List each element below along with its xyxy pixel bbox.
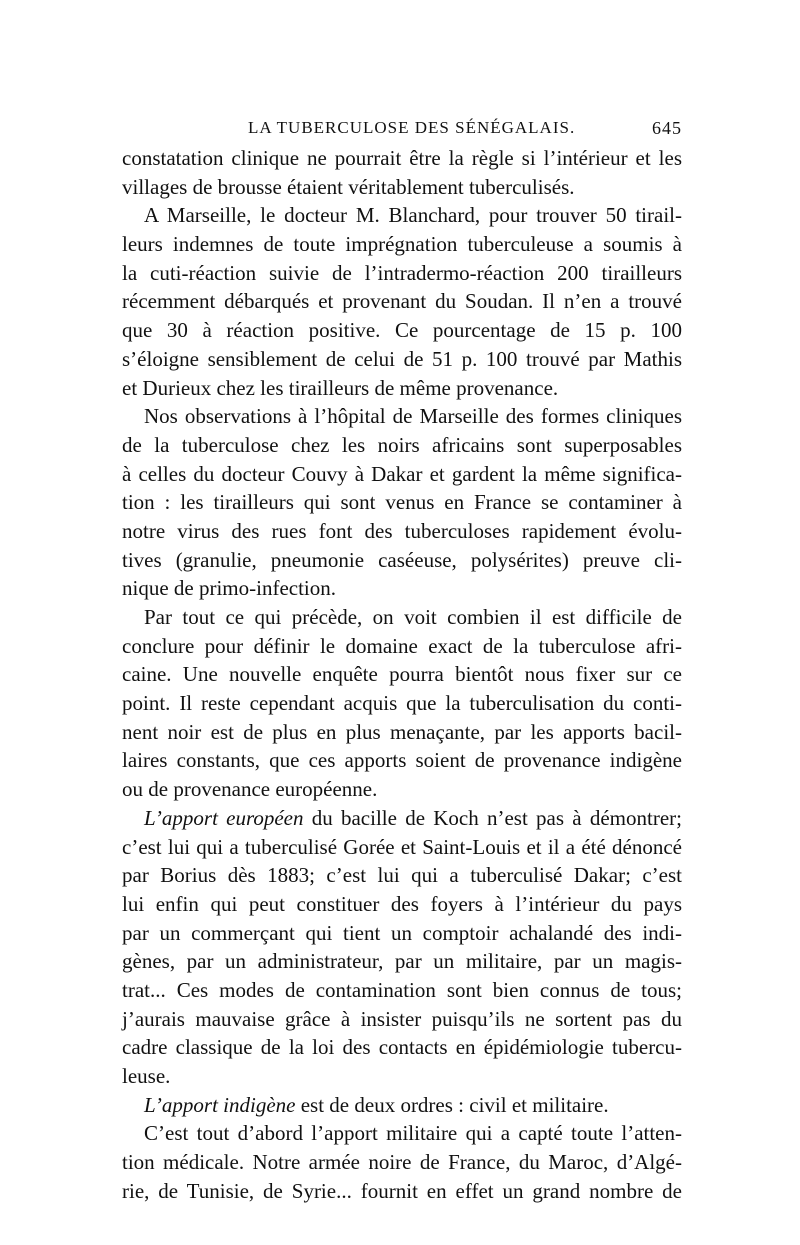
text-line: tion médicale. Notre armée noire de France, du Maroc, d’Algé-: [122, 1150, 682, 1175]
text-line: s’éloigne sensiblement de celui de 51 p. 100 trouvé par Mathis: [122, 346, 682, 371]
text-line: C’est tout d’abord l’apport militaire qui a capté toute l’atten-: [144, 1121, 682, 1146]
text-line: Par tout ce qui précède, on voit combien il est difficile de: [144, 605, 682, 629]
line-continuation: est de deux ordres : civil et militaire.: [295, 1092, 609, 1117]
text-line: [122, 1091, 682, 1120]
running-header: [122, 118, 682, 144]
text-line: caine. Une nouvelle enquête pourra bientôt nous fixer sur ce: [122, 662, 682, 687]
text-line: A Marseille, le docteur M. Blanchard, pour trouver 50 tirail-: [144, 203, 682, 228]
text-line: trat... Ces modes de contamination sont bien connus de tous;: [122, 977, 682, 1002]
text-line: de la tuberculose chez les noirs africains sont superposables: [122, 432, 682, 457]
line-continuation: du bacille de Koch n’est pas à démontrer;: [303, 805, 682, 830]
text-line: c’est lui qui a tuberculisé Gorée et Saint-Louis et il a été dénoncé: [122, 834, 682, 859]
text-line: tives (granulie, pneumonie caséeuse, polysérites) preuve cli-: [122, 547, 682, 572]
text-line: et Durieux chez les tirailleurs de même provenance.: [122, 375, 559, 400]
text-line: j’aurais mauvaise grâce à insister puisqu’ils ne sortent pas du: [122, 1006, 682, 1031]
text-line: leuse.: [122, 1064, 171, 1088]
italic-phrase: L’apport européen: [144, 805, 304, 830]
text-line: par Borius dès 1883; c’est lui qui a tuberculisé Dakar; c’est: [122, 863, 682, 888]
text-line: nique de primo-infection.: [122, 576, 337, 601]
text-line: leurs indemnes de toute imprégnation tuberculeuse a soumis à: [122, 232, 682, 257]
text-line: villages de brousse étaient véritablement tuberculisés.: [122, 174, 575, 199]
text-line: lui enfin qui peut constituer des foyers à l’intérieur du pays: [122, 891, 682, 916]
book-page: [122, 118, 682, 1205]
text-line: cadre classique de la loi des contacts en épidémiologie tubercu-: [122, 1035, 682, 1060]
text-line: nent noir est de plus en plus menaçante, par les apports bacil-: [122, 719, 682, 744]
text-line: à celles du docteur Couvy à Dakar et gardent la même significa-: [122, 461, 682, 486]
text-line: ou de provenance européenne.: [122, 777, 378, 802]
page-number: 645: [652, 118, 682, 138]
body-text: [122, 144, 682, 1205]
text-line: constatation clinique ne pourrait être la règle si l’intérieur et les: [122, 146, 682, 170]
running-title: LA TUBERCULOSE DES SÉNÉGALAIS.: [248, 118, 576, 137]
text-line: récemment débarqués et provenant du Soudan. Il n’en a trouvé: [122, 289, 682, 314]
text-line: laires constants, que ces apports soient de provenance indigène: [122, 748, 682, 773]
text-line: que 30 à réaction positive. Ce pourcentage de 15 p. 100: [122, 318, 682, 343]
text-line: point. Il reste cependant acquis que la tuberculisation du conti-: [122, 691, 682, 716]
text-line: par un commerçant qui tient un comptoir achalandé des indi-: [122, 920, 682, 945]
text-line: rie, de Tunisie, de Syrie... fournit en effet un grand nombre de: [122, 1178, 682, 1203]
italic-phrase: L’apport indigène: [144, 1092, 296, 1117]
text-line: notre virus des rues font des tuberculoses rapidement évolu-: [122, 518, 682, 543]
text-line: tion : les tirailleurs qui sont venus en France se contaminer à: [122, 490, 682, 515]
text-line: conclure pour définir le domaine exact de la tuberculose afri-: [122, 633, 682, 658]
text-line: [122, 804, 682, 833]
text-line: Nos observations à l’hôpital de Marseille des formes cliniques: [144, 404, 682, 429]
text-line: la cuti-réaction suivie de l’intradermo-réaction 200 tirailleurs: [122, 260, 682, 285]
text-line: gènes, par un administrateur, par un militaire, par un magis-: [122, 949, 682, 974]
